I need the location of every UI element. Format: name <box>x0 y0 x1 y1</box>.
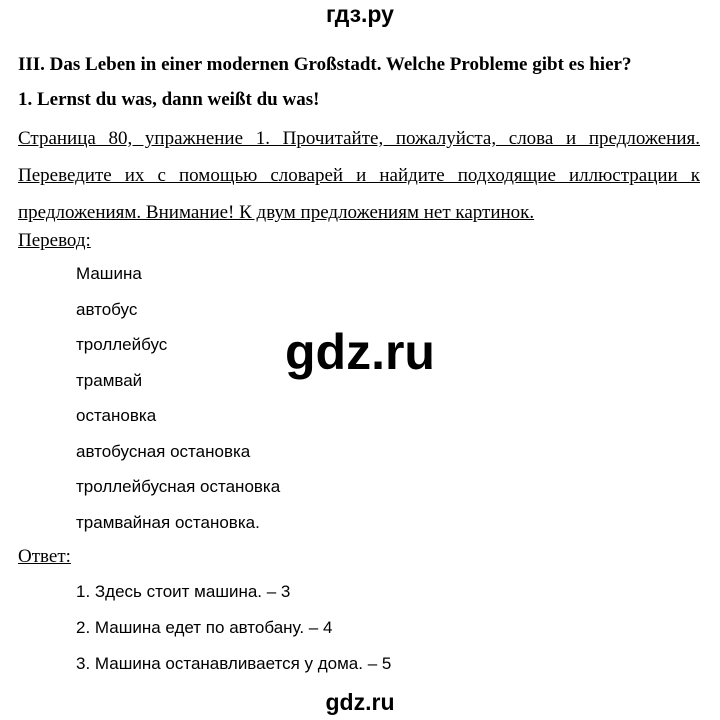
answer-item: 2. Машина едет по автобану. – 4 <box>76 618 333 637</box>
task-text <box>18 120 700 231</box>
word-list <box>76 262 280 546</box>
word-item: троллейбус <box>76 335 168 354</box>
subsection-heading: 1. Lernst du was, dann weißt du was! <box>18 89 320 110</box>
section-heading: III. Das Leben in einer modernen Großstadt. Welche Probleme gibt es hier? <box>18 54 632 75</box>
word-item: автобус <box>76 299 138 319</box>
word-item: Машина <box>76 264 142 283</box>
task-line: Переведите их с помощью словарей и найдите подходящие иллюстрации к <box>18 165 700 186</box>
task-line: Страница 80, упражнение 1. Прочитайте, пожалуйста, слова и предложения. <box>18 128 700 149</box>
word-item: троллейбусная остановка <box>76 477 281 496</box>
task-line: предложениям. Внимание! К двум предложениям нет картинок. <box>18 202 535 223</box>
answer-item: 1. Здесь стоит машина. – 3 <box>76 582 291 601</box>
translation-label: Перевод: <box>18 230 91 251</box>
answer-label: Ответ: <box>18 546 71 567</box>
watermark-center: gdz.ru <box>285 324 435 380</box>
answer-item: 3. Машина останавливается у дома. – 5 <box>76 654 392 673</box>
word-item: трамвай <box>76 370 143 390</box>
word-item: автобусная остановка <box>76 441 251 461</box>
word-item: трамвайная остановка. <box>76 512 260 532</box>
word-item: остановка <box>76 406 157 425</box>
watermark-bottom: gdz.ru <box>325 689 395 715</box>
answer-list <box>76 580 391 688</box>
site-header: гдз.ру <box>326 1 394 27</box>
